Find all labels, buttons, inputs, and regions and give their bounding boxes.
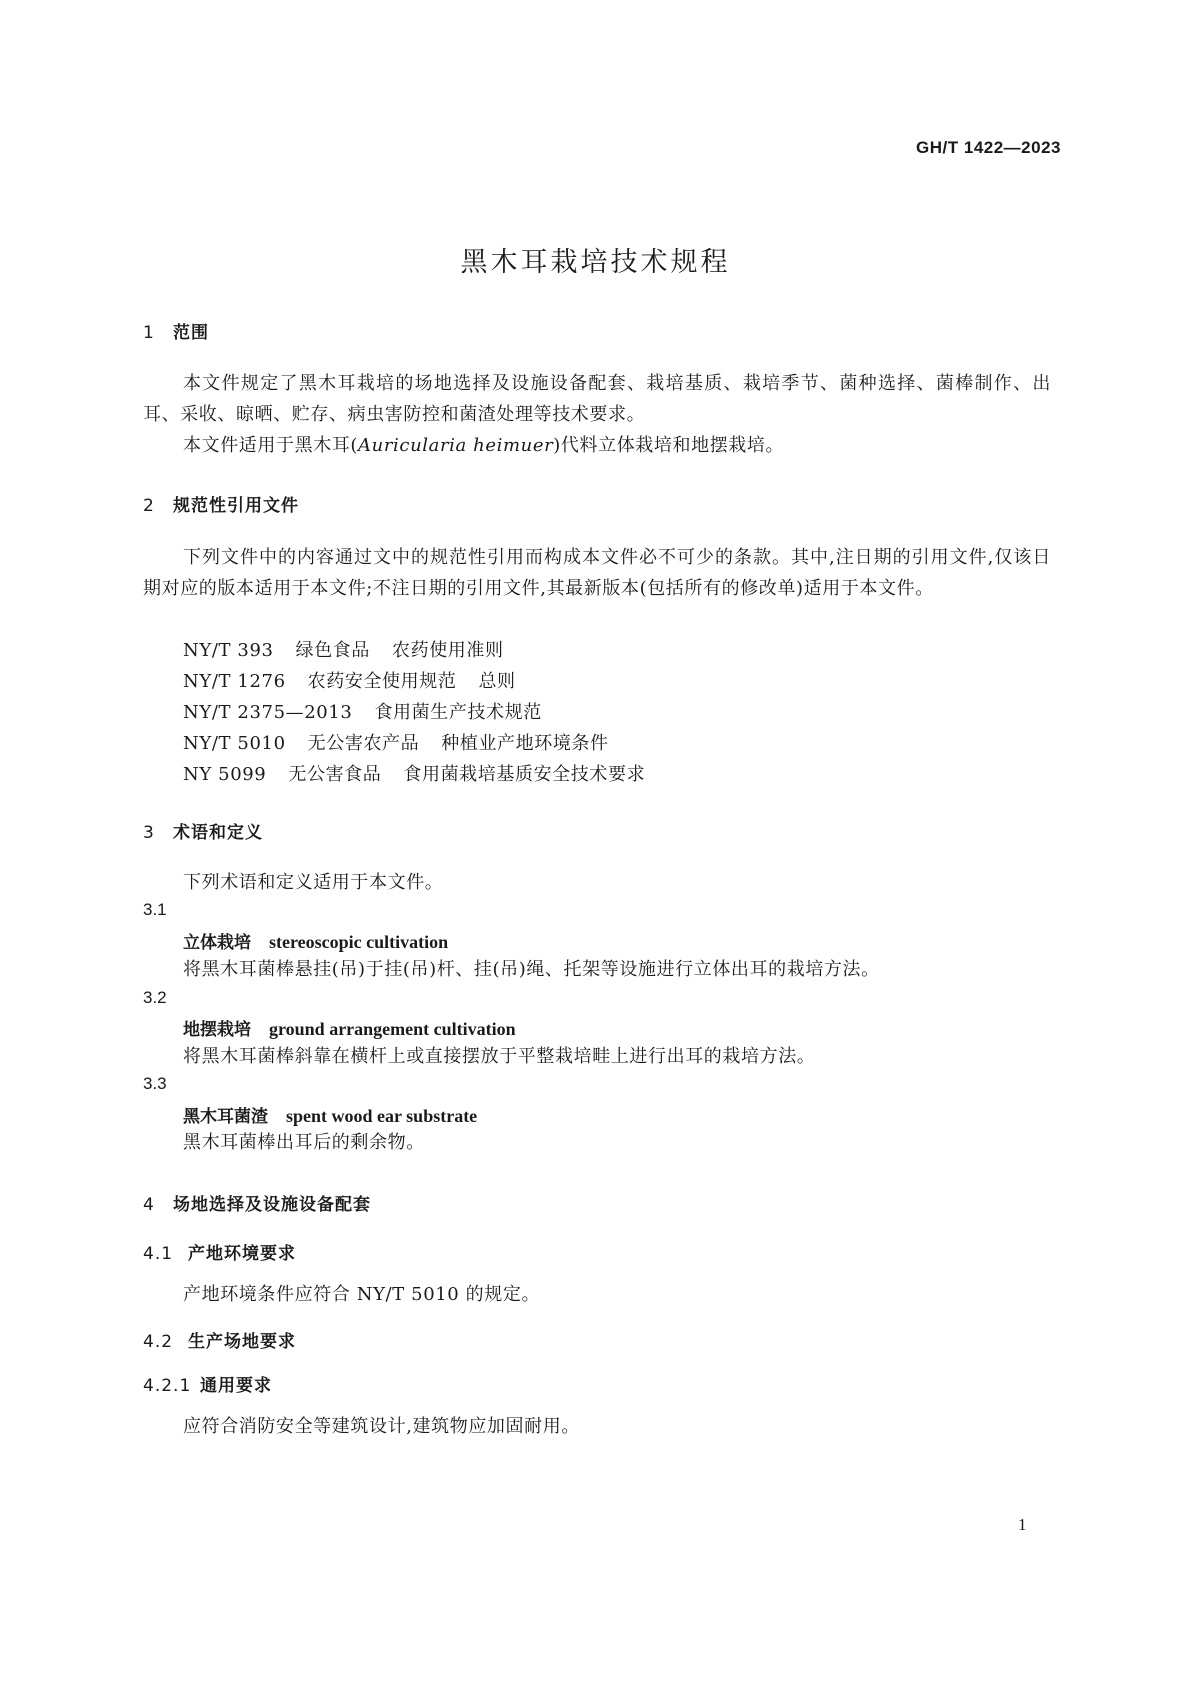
reference-code: NY/T 2375—2013: [183, 702, 353, 723]
section-title: 范围: [173, 323, 209, 343]
reference-subtitle: 总则: [478, 671, 516, 692]
normative-references-paragraph: 下列文件中的内容通过文中的规范性引用而构成本文件必不可少的条款。其中,注日期的引用文件,仅该日期对应的版本适用于本文件;不注日期的引用文件,其最新版本(包括所有的修改单)适用于本文件。: [143, 547, 1051, 599]
scope-text-pre: 本文件适用于黑木耳(: [183, 435, 359, 456]
term-chinese: 立体栽培: [183, 933, 251, 953]
section-title: 术语和定义: [173, 823, 263, 843]
scope-paragraph-1: 本文件规定了黑木耳栽培的场地选择及设施设备配套、栽培基质、栽培季节、菌种选择、菌棒制作、出耳、采收、晾晒、贮存、病虫害防控和菌渣处理等技术要求。: [143, 373, 1051, 425]
term-english: spent wood ear substrate: [286, 1106, 478, 1126]
term-english: stereoscopic cultivation: [269, 932, 449, 952]
page-number: 1: [1018, 1515, 1027, 1534]
document-title: 黑木耳栽培技术规程: [460, 247, 731, 278]
subsection-number: 4.1: [143, 1244, 174, 1264]
reference-title: 无公害食品: [288, 764, 382, 785]
term-number: 3.1: [143, 900, 167, 919]
section-title: 场地选择及设施设备配套: [173, 1195, 371, 1215]
subsection-number: 4.2.1: [143, 1376, 192, 1396]
subsection-4-1-text: 产地环境条件应符合 NY/T 5010 的规定。: [183, 1284, 541, 1305]
section-number: 2: [143, 496, 155, 516]
scope-text-post: )代料立体栽培和地摆栽培。: [553, 435, 785, 456]
reference-title: 无公害农产品: [307, 733, 420, 754]
term-number: 3.3: [143, 1074, 167, 1093]
term-heading: [183, 1102, 477, 1127]
term-heading: [183, 928, 448, 953]
term-definition: 将黑木耳菌棒斜靠在横杆上或直接摆放于平整栽培畦上进行出耳的栽培方法。: [183, 1046, 816, 1067]
term-chinese: 黑木耳菌渣: [183, 1107, 268, 1127]
term-definition: 黑木耳菌棒出耳后的剩余物。: [183, 1132, 425, 1153]
reference-title: 绿色食品: [295, 640, 370, 661]
section-number: 3: [143, 823, 155, 843]
subsection-4-2-heading: [143, 1327, 296, 1352]
term-chinese: 地摆栽培: [183, 1020, 251, 1040]
reference-code: NY/T 5010: [183, 733, 286, 754]
section-4-heading: [143, 1190, 371, 1215]
scope-paragraph-2: [183, 430, 784, 461]
term-heading: [183, 1015, 516, 1040]
reference-subtitle: 种植业产地环境条件: [441, 733, 609, 754]
latin-species-name: Auricularia heimuer: [358, 435, 554, 456]
section-3-heading: [143, 818, 263, 843]
subsection-title: 生产场地要求: [188, 1332, 296, 1352]
reference-title: 食用菌生产技术规范: [374, 702, 542, 723]
subsection-4-1-heading: [143, 1239, 296, 1264]
standard-number: GH/T 1422—2023: [916, 138, 1061, 157]
reference-item: [183, 635, 504, 666]
reference-code: NY/T 1276: [183, 671, 286, 692]
reference-item: [183, 697, 542, 728]
reference-title: 农药安全使用规范: [307, 671, 457, 692]
subsection-4-2-1-text: 应符合消防安全等建筑设计,建筑物应加固耐用。: [183, 1416, 580, 1437]
section-2-heading: [143, 491, 299, 516]
subsection-number: 4.2: [143, 1332, 174, 1352]
reference-code: NY 5099: [183, 764, 267, 785]
reference-item: [183, 759, 645, 790]
reference-item: [183, 666, 516, 697]
reference-subtitle: 食用菌栽培基质安全技术要求: [403, 764, 646, 785]
reference-subtitle: 农药使用准则: [392, 640, 504, 661]
reference-item: [183, 728, 609, 759]
term-english: ground arrangement cultivation: [269, 1019, 516, 1039]
section-1-heading: [143, 318, 209, 343]
term-number: 3.2: [143, 988, 167, 1007]
section-number: 1: [143, 323, 155, 343]
subsection-title: 产地环境要求: [188, 1244, 296, 1264]
term-definition: 将黑木耳菌棒悬挂(吊)于挂(吊)杆、挂(吊)绳、托架等设施进行立体出耳的栽培方法。: [183, 959, 880, 980]
terms-intro: 下列术语和定义适用于本文件。: [183, 872, 444, 893]
subsection-4-2-1-heading: [143, 1371, 272, 1396]
reference-code: NY/T 393: [183, 640, 274, 661]
subsection-title: 通用要求: [200, 1376, 272, 1396]
section-number: 4: [143, 1195, 155, 1215]
section-title: 规范性引用文件: [173, 496, 299, 516]
